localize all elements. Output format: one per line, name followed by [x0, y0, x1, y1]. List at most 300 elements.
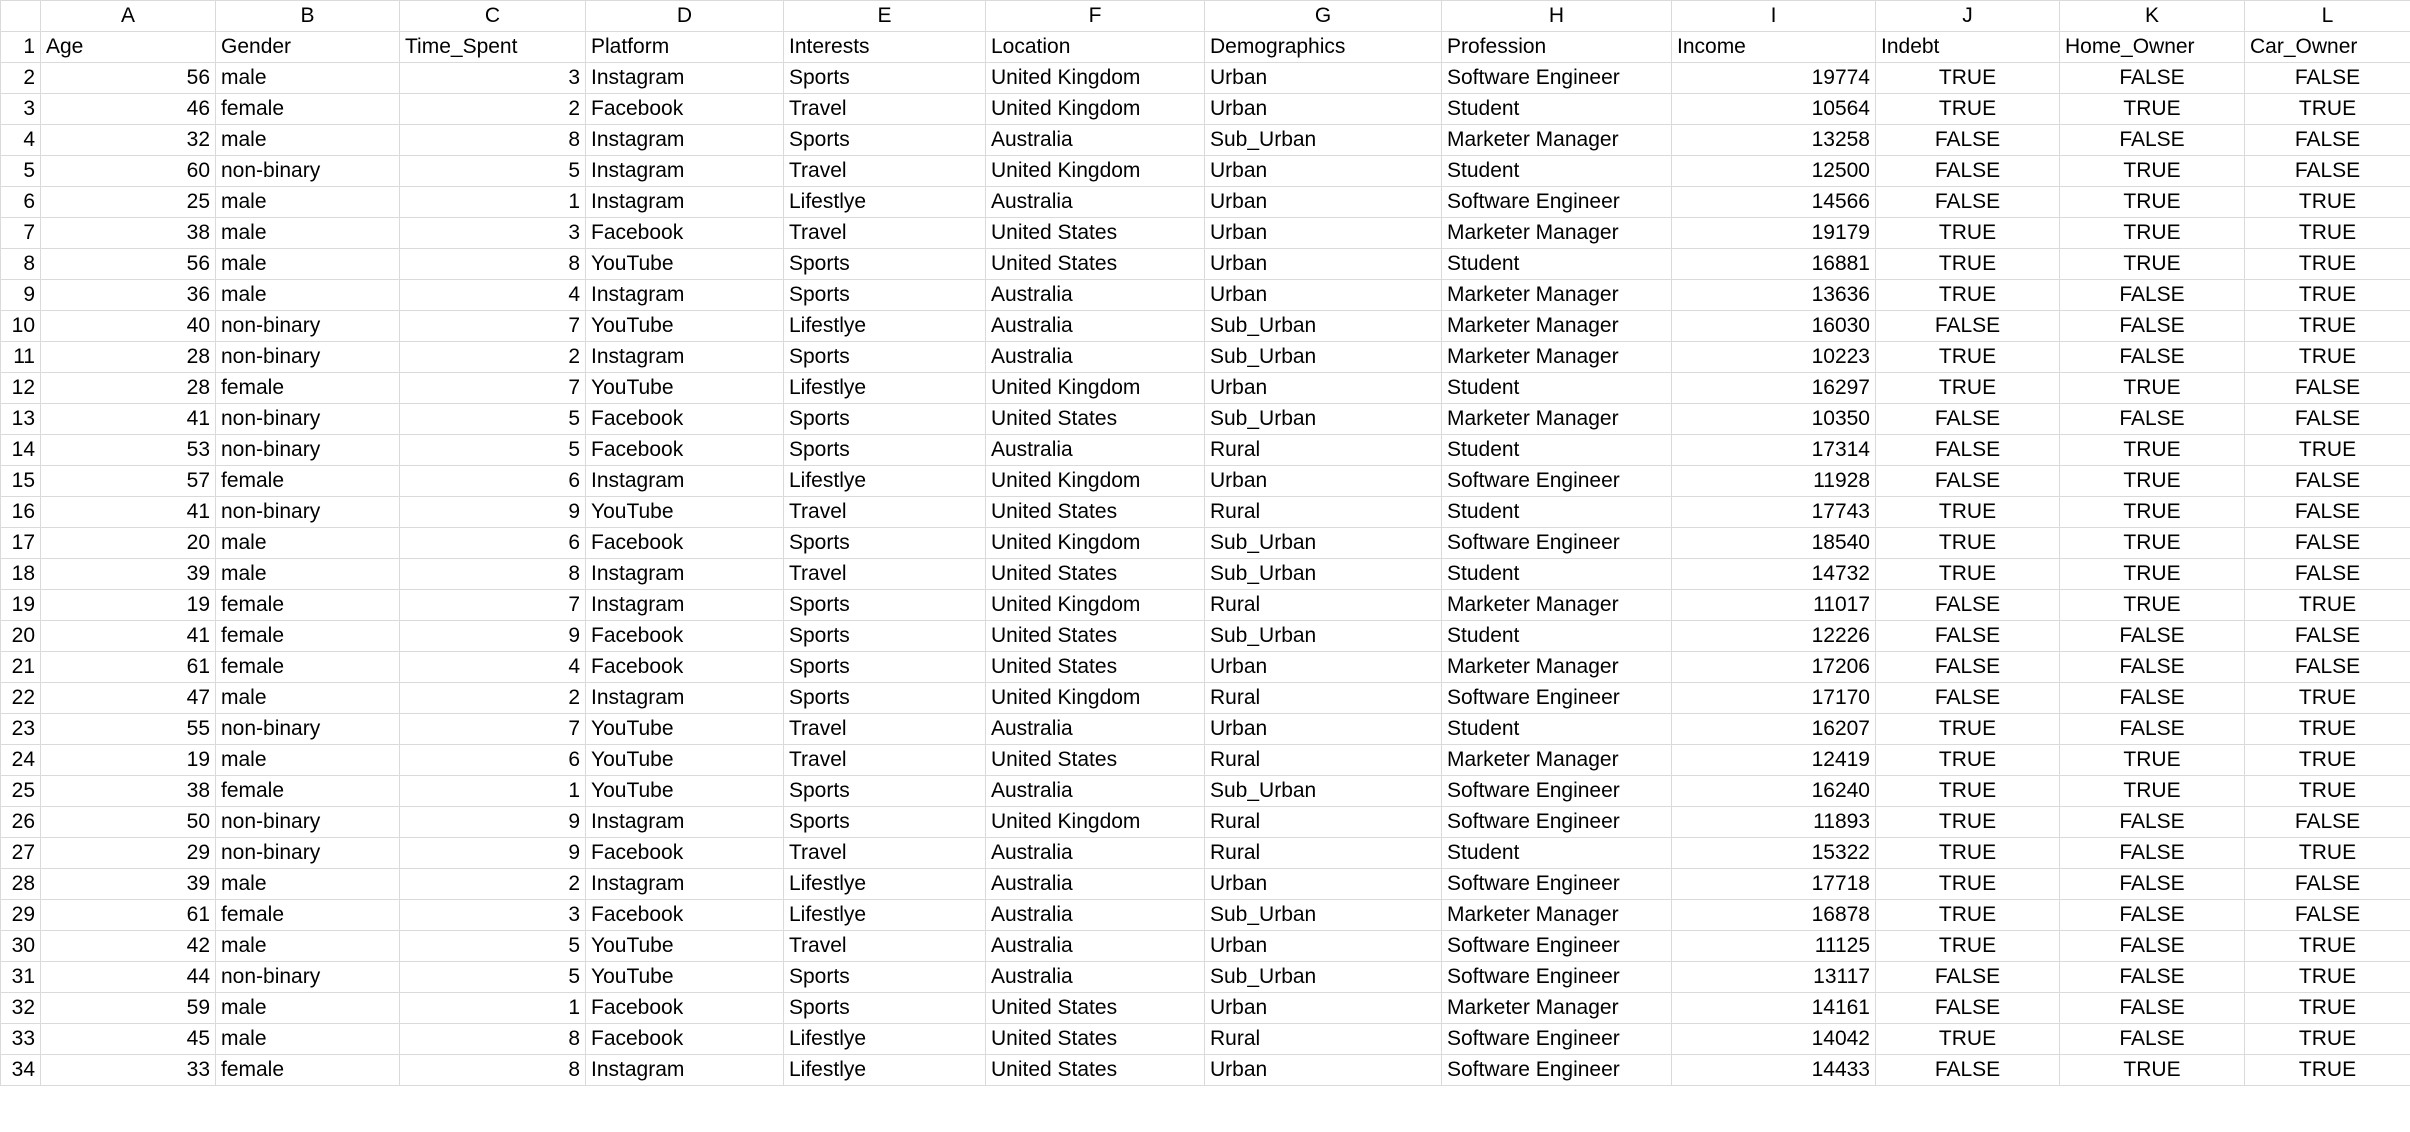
cell[interactable]: 17314	[1672, 435, 1876, 466]
row-header[interactable]: 25	[1, 776, 41, 807]
column-header-k[interactable]: K	[2060, 1, 2245, 32]
cell[interactable]: Urban	[1205, 993, 1442, 1024]
cell[interactable]: 17206	[1672, 652, 1876, 683]
cell[interactable]: Marketer Manager	[1442, 652, 1672, 683]
cell[interactable]: male	[216, 683, 400, 714]
cell[interactable]: Travel	[784, 559, 986, 590]
cell[interactable]: Urban	[1205, 714, 1442, 745]
cell[interactable]: 8	[400, 249, 586, 280]
cell[interactable]: YouTube	[586, 962, 784, 993]
cell[interactable]: Australia	[986, 838, 1205, 869]
cell[interactable]: Instagram	[586, 280, 784, 311]
cell[interactable]: Student	[1442, 497, 1672, 528]
cell[interactable]: Instagram	[586, 869, 784, 900]
cell[interactable]: 9	[400, 497, 586, 528]
cell[interactable]: Sub_Urban	[1205, 311, 1442, 342]
cell[interactable]: TRUE	[1876, 869, 2060, 900]
cell[interactable]: Lifestlye	[784, 1024, 986, 1055]
cell[interactable]: TRUE	[2060, 156, 2245, 187]
cell[interactable]: TRUE	[1876, 342, 2060, 373]
cell[interactable]: Marketer Manager	[1442, 218, 1672, 249]
cell[interactable]: Student	[1442, 156, 1672, 187]
cell[interactable]: TRUE	[2245, 311, 2410, 342]
cell[interactable]: 3	[400, 218, 586, 249]
cell[interactable]: Sports	[784, 280, 986, 311]
cell[interactable]: Lifestlye	[784, 311, 986, 342]
cell[interactable]: 1	[400, 776, 586, 807]
cell[interactable]: Australia	[986, 869, 1205, 900]
cell[interactable]: 28	[41, 342, 216, 373]
header-cell[interactable]: Profession	[1442, 32, 1672, 63]
cell[interactable]: YouTube	[586, 249, 784, 280]
cell[interactable]: TRUE	[2060, 590, 2245, 621]
cell[interactable]: female	[216, 776, 400, 807]
cell[interactable]: FALSE	[2245, 373, 2410, 404]
cell[interactable]: 5	[400, 931, 586, 962]
cell[interactable]: Sports	[784, 683, 986, 714]
cell[interactable]: non-binary	[216, 838, 400, 869]
cell[interactable]: Student	[1442, 838, 1672, 869]
cell[interactable]: 6	[400, 528, 586, 559]
cell[interactable]: Urban	[1205, 187, 1442, 218]
row-header[interactable]: 16	[1, 497, 41, 528]
header-cell[interactable]: Indebt	[1876, 32, 2060, 63]
cell[interactable]: FALSE	[2245, 652, 2410, 683]
cell[interactable]: FALSE	[2060, 652, 2245, 683]
cell[interactable]: TRUE	[1876, 528, 2060, 559]
cell[interactable]: Rural	[1205, 807, 1442, 838]
header-cell[interactable]: Platform	[586, 32, 784, 63]
cell[interactable]: FALSE	[2060, 807, 2245, 838]
cell[interactable]: 61	[41, 900, 216, 931]
cell[interactable]: United States	[986, 497, 1205, 528]
cell[interactable]: Software Engineer	[1442, 1055, 1672, 1086]
cell[interactable]: Urban	[1205, 218, 1442, 249]
row-header[interactable]: 17	[1, 528, 41, 559]
cell[interactable]: FALSE	[1876, 621, 2060, 652]
cell[interactable]: TRUE	[1876, 714, 2060, 745]
cell[interactable]: Facebook	[586, 993, 784, 1024]
cell[interactable]: FALSE	[1876, 683, 2060, 714]
cell[interactable]: TRUE	[1876, 497, 2060, 528]
cell[interactable]: United States	[986, 249, 1205, 280]
row-header[interactable]: 14	[1, 435, 41, 466]
cell[interactable]: Lifestlye	[784, 869, 986, 900]
cell[interactable]: Travel	[784, 497, 986, 528]
row-header[interactable]: 24	[1, 745, 41, 776]
select-all-corner[interactable]	[1, 1, 41, 32]
cell[interactable]: Marketer Manager	[1442, 590, 1672, 621]
header-cell[interactable]: Time_Spent	[400, 32, 586, 63]
cell[interactable]: Sports	[784, 993, 986, 1024]
cell[interactable]: TRUE	[2245, 1055, 2410, 1086]
cell[interactable]: FALSE	[2245, 156, 2410, 187]
cell[interactable]: FALSE	[2245, 869, 2410, 900]
cell[interactable]: 13636	[1672, 280, 1876, 311]
cell[interactable]: Rural	[1205, 745, 1442, 776]
cell[interactable]: 6	[400, 745, 586, 776]
cell[interactable]: TRUE	[2060, 497, 2245, 528]
cell[interactable]: Software Engineer	[1442, 528, 1672, 559]
cell[interactable]: 11125	[1672, 931, 1876, 962]
cell[interactable]: FALSE	[2245, 63, 2410, 94]
cell[interactable]: Software Engineer	[1442, 1024, 1672, 1055]
cell[interactable]: TRUE	[2245, 745, 2410, 776]
cell[interactable]: 16297	[1672, 373, 1876, 404]
row-header[interactable]: 2	[1, 63, 41, 94]
row-header[interactable]: 15	[1, 466, 41, 497]
row-header[interactable]: 3	[1, 94, 41, 125]
cell[interactable]: 2	[400, 683, 586, 714]
cell[interactable]: Travel	[784, 838, 986, 869]
cell[interactable]: TRUE	[2245, 993, 2410, 1024]
cell[interactable]: 17718	[1672, 869, 1876, 900]
cell[interactable]: TRUE	[2245, 187, 2410, 218]
cell[interactable]: 14161	[1672, 993, 1876, 1024]
cell[interactable]: Instagram	[586, 63, 784, 94]
column-header-l[interactable]: L	[2245, 1, 2410, 32]
cell[interactable]: non-binary	[216, 962, 400, 993]
cell[interactable]: YouTube	[586, 714, 784, 745]
cell[interactable]: 2	[400, 94, 586, 125]
cell[interactable]: TRUE	[2060, 466, 2245, 497]
row-header[interactable]: 20	[1, 621, 41, 652]
cell[interactable]: United States	[986, 1024, 1205, 1055]
cell[interactable]: TRUE	[1876, 63, 2060, 94]
column-header-g[interactable]: G	[1205, 1, 1442, 32]
cell[interactable]: Software Engineer	[1442, 962, 1672, 993]
cell[interactable]: TRUE	[2060, 373, 2245, 404]
cell[interactable]: male	[216, 218, 400, 249]
cell[interactable]: male	[216, 559, 400, 590]
cell[interactable]: 9	[400, 838, 586, 869]
cell[interactable]: FALSE	[2060, 683, 2245, 714]
cell[interactable]: FALSE	[2245, 559, 2410, 590]
cell[interactable]: TRUE	[2245, 683, 2410, 714]
cell[interactable]: 10350	[1672, 404, 1876, 435]
cell[interactable]: United Kingdom	[986, 63, 1205, 94]
cell[interactable]: Student	[1442, 94, 1672, 125]
column-header-a[interactable]: A	[41, 1, 216, 32]
cell[interactable]: Urban	[1205, 249, 1442, 280]
cell[interactable]: FALSE	[2060, 869, 2245, 900]
cell[interactable]: 33	[41, 1055, 216, 1086]
column-header-i[interactable]: I	[1672, 1, 1876, 32]
cell[interactable]: male	[216, 280, 400, 311]
cell[interactable]: Australia	[986, 125, 1205, 156]
cell[interactable]: Australia	[986, 714, 1205, 745]
cell[interactable]: 16207	[1672, 714, 1876, 745]
cell[interactable]: Australia	[986, 187, 1205, 218]
row-header[interactable]: 4	[1, 125, 41, 156]
cell[interactable]: Travel	[784, 94, 986, 125]
cell[interactable]: FALSE	[2060, 404, 2245, 435]
cell[interactable]: Facebook	[586, 94, 784, 125]
cell[interactable]: FALSE	[1876, 466, 2060, 497]
cell[interactable]: Urban	[1205, 373, 1442, 404]
cell[interactable]: FALSE	[2060, 900, 2245, 931]
cell[interactable]: 55	[41, 714, 216, 745]
row-header[interactable]: 21	[1, 652, 41, 683]
cell[interactable]: non-binary	[216, 342, 400, 373]
cell[interactable]: FALSE	[1876, 125, 2060, 156]
cell[interactable]: FALSE	[2245, 497, 2410, 528]
cell[interactable]: Instagram	[586, 466, 784, 497]
cell[interactable]: male	[216, 63, 400, 94]
cell[interactable]: male	[216, 993, 400, 1024]
cell[interactable]: 5	[400, 962, 586, 993]
cell[interactable]: 19774	[1672, 63, 1876, 94]
cell[interactable]: non-binary	[216, 714, 400, 745]
cell[interactable]: Travel	[784, 931, 986, 962]
cell[interactable]: Travel	[784, 218, 986, 249]
cell[interactable]: female	[216, 466, 400, 497]
cell[interactable]: Marketer Manager	[1442, 900, 1672, 931]
header-cell[interactable]: Age	[41, 32, 216, 63]
cell[interactable]: Australia	[986, 776, 1205, 807]
row-header[interactable]: 12	[1, 373, 41, 404]
cell[interactable]: Sub_Urban	[1205, 125, 1442, 156]
cell[interactable]: TRUE	[2060, 559, 2245, 590]
cell[interactable]: Student	[1442, 621, 1672, 652]
cell[interactable]: Sports	[784, 962, 986, 993]
cell[interactable]: FALSE	[1876, 590, 2060, 621]
cell[interactable]: FALSE	[1876, 652, 2060, 683]
cell[interactable]: TRUE	[1876, 559, 2060, 590]
cell[interactable]: Sports	[784, 528, 986, 559]
cell[interactable]: female	[216, 621, 400, 652]
row-header[interactable]: 9	[1, 280, 41, 311]
cell[interactable]: FALSE	[2245, 621, 2410, 652]
cell[interactable]: Sports	[784, 807, 986, 838]
header-cell[interactable]: Location	[986, 32, 1205, 63]
row-header[interactable]: 5	[1, 156, 41, 187]
cell[interactable]: TRUE	[2245, 776, 2410, 807]
cell[interactable]: 57	[41, 466, 216, 497]
cell[interactable]: Urban	[1205, 156, 1442, 187]
cell[interactable]: United States	[986, 652, 1205, 683]
cell[interactable]: 41	[41, 621, 216, 652]
cell[interactable]: 12419	[1672, 745, 1876, 776]
cell[interactable]: Instagram	[586, 683, 784, 714]
cell[interactable]: United States	[986, 1055, 1205, 1086]
cell[interactable]: 1	[400, 993, 586, 1024]
cell[interactable]: YouTube	[586, 931, 784, 962]
cell[interactable]: male	[216, 187, 400, 218]
cell[interactable]: TRUE	[2060, 435, 2245, 466]
cell[interactable]: TRUE	[2060, 745, 2245, 776]
cell[interactable]: 7	[400, 311, 586, 342]
cell[interactable]: Facebook	[586, 218, 784, 249]
cell[interactable]: United States	[986, 559, 1205, 590]
cell[interactable]: FALSE	[1876, 993, 2060, 1024]
cell[interactable]: Instagram	[586, 156, 784, 187]
row-header[interactable]: 32	[1, 993, 41, 1024]
cell[interactable]: FALSE	[2245, 125, 2410, 156]
cell[interactable]: Lifestlye	[784, 900, 986, 931]
cell[interactable]: TRUE	[2245, 435, 2410, 466]
row-header[interactable]: 27	[1, 838, 41, 869]
cell[interactable]: Urban	[1205, 931, 1442, 962]
header-cell[interactable]: Car_Owner	[2245, 32, 2410, 63]
cell[interactable]: Software Engineer	[1442, 63, 1672, 94]
cell[interactable]: Facebook	[586, 435, 784, 466]
cell[interactable]: FALSE	[2060, 125, 2245, 156]
cell[interactable]: Urban	[1205, 280, 1442, 311]
cell[interactable]: 10564	[1672, 94, 1876, 125]
cell[interactable]: TRUE	[1876, 900, 2060, 931]
cell[interactable]: TRUE	[2060, 187, 2245, 218]
header-cell[interactable]: Income	[1672, 32, 1876, 63]
cell[interactable]: Lifestlye	[784, 466, 986, 497]
cell[interactable]: YouTube	[586, 776, 784, 807]
cell[interactable]: TRUE	[2245, 931, 2410, 962]
cell[interactable]: Software Engineer	[1442, 776, 1672, 807]
cell[interactable]: TRUE	[2060, 218, 2245, 249]
cell[interactable]: United States	[986, 218, 1205, 249]
cell[interactable]: Sub_Urban	[1205, 962, 1442, 993]
cell[interactable]: Sub_Urban	[1205, 900, 1442, 931]
row-header[interactable]: 29	[1, 900, 41, 931]
cell[interactable]: Sub_Urban	[1205, 528, 1442, 559]
cell[interactable]: FALSE	[2060, 1024, 2245, 1055]
cell[interactable]: Marketer Manager	[1442, 993, 1672, 1024]
cell[interactable]: United States	[986, 621, 1205, 652]
cell[interactable]: 11893	[1672, 807, 1876, 838]
row-header[interactable]: 26	[1, 807, 41, 838]
cell[interactable]: Instagram	[586, 807, 784, 838]
cell[interactable]: 14566	[1672, 187, 1876, 218]
cell[interactable]: TRUE	[1876, 280, 2060, 311]
cell[interactable]: 44	[41, 962, 216, 993]
cell[interactable]: female	[216, 1055, 400, 1086]
cell[interactable]: Lifestlye	[784, 1055, 986, 1086]
cell[interactable]: Australia	[986, 900, 1205, 931]
cell[interactable]: 36	[41, 280, 216, 311]
header-cell[interactable]: Home_Owner	[2060, 32, 2245, 63]
cell[interactable]: Urban	[1205, 652, 1442, 683]
cell[interactable]: male	[216, 931, 400, 962]
row-header[interactable]: 22	[1, 683, 41, 714]
cell[interactable]: United Kingdom	[986, 94, 1205, 125]
cell[interactable]: 13258	[1672, 125, 1876, 156]
cell[interactable]: United Kingdom	[986, 807, 1205, 838]
cell[interactable]: Australia	[986, 962, 1205, 993]
cell[interactable]: 38	[41, 776, 216, 807]
cell[interactable]: Australia	[986, 931, 1205, 962]
row-header[interactable]: 7	[1, 218, 41, 249]
cell[interactable]: TRUE	[2245, 249, 2410, 280]
cell[interactable]: Australia	[986, 280, 1205, 311]
cell[interactable]: female	[216, 373, 400, 404]
cell[interactable]: 5	[400, 404, 586, 435]
cell[interactable]: Student	[1442, 249, 1672, 280]
column-header-f[interactable]: F	[986, 1, 1205, 32]
cell[interactable]: 59	[41, 993, 216, 1024]
cell[interactable]: TRUE	[2245, 838, 2410, 869]
cell[interactable]: 56	[41, 63, 216, 94]
cell[interactable]: 60	[41, 156, 216, 187]
cell[interactable]: Software Engineer	[1442, 869, 1672, 900]
row-header[interactable]: 18	[1, 559, 41, 590]
cell[interactable]: 7	[400, 373, 586, 404]
cell[interactable]: TRUE	[1876, 249, 2060, 280]
cell[interactable]: YouTube	[586, 497, 784, 528]
cell[interactable]: Rural	[1205, 435, 1442, 466]
cell[interactable]: 8	[400, 125, 586, 156]
cell[interactable]: Student	[1442, 714, 1672, 745]
column-header-j[interactable]: J	[1876, 1, 2060, 32]
cell[interactable]: 3	[400, 63, 586, 94]
header-cell[interactable]: Interests	[784, 32, 986, 63]
cell[interactable]: 11017	[1672, 590, 1876, 621]
cell[interactable]: TRUE	[2245, 714, 2410, 745]
cell[interactable]: male	[216, 125, 400, 156]
cell[interactable]: Travel	[784, 714, 986, 745]
cell[interactable]: Sports	[784, 776, 986, 807]
cell[interactable]: 14042	[1672, 1024, 1876, 1055]
cell[interactable]: Instagram	[586, 1055, 784, 1086]
cell[interactable]: FALSE	[2060, 993, 2245, 1024]
cell[interactable]: 53	[41, 435, 216, 466]
cell[interactable]: 9	[400, 621, 586, 652]
cell[interactable]: United Kingdom	[986, 466, 1205, 497]
cell[interactable]: TRUE	[2060, 94, 2245, 125]
column-header-c[interactable]: C	[400, 1, 586, 32]
cell[interactable]: TRUE	[1876, 94, 2060, 125]
column-header-h[interactable]: H	[1442, 1, 1672, 32]
cell[interactable]: Software Engineer	[1442, 466, 1672, 497]
row-header[interactable]: 6	[1, 187, 41, 218]
cell[interactable]: Facebook	[586, 404, 784, 435]
cell[interactable]: FALSE	[2060, 621, 2245, 652]
cell[interactable]: 16030	[1672, 311, 1876, 342]
cell[interactable]: TRUE	[2245, 94, 2410, 125]
cell[interactable]: Marketer Manager	[1442, 280, 1672, 311]
cell[interactable]: 39	[41, 559, 216, 590]
cell[interactable]: YouTube	[586, 311, 784, 342]
row-header[interactable]: 30	[1, 931, 41, 962]
cell[interactable]: TRUE	[1876, 745, 2060, 776]
cell[interactable]: male	[216, 745, 400, 776]
cell[interactable]: 17743	[1672, 497, 1876, 528]
cell[interactable]: Rural	[1205, 1024, 1442, 1055]
row-header[interactable]: 19	[1, 590, 41, 621]
cell[interactable]: male	[216, 869, 400, 900]
cell[interactable]: Urban	[1205, 466, 1442, 497]
cell[interactable]: TRUE	[2245, 962, 2410, 993]
cell[interactable]: FALSE	[2245, 528, 2410, 559]
cell[interactable]: Student	[1442, 373, 1672, 404]
cell[interactable]: Rural	[1205, 838, 1442, 869]
cell[interactable]: TRUE	[1876, 373, 2060, 404]
cell[interactable]: 32	[41, 125, 216, 156]
cell[interactable]: Sub_Urban	[1205, 621, 1442, 652]
cell[interactable]: FALSE	[2245, 900, 2410, 931]
row-header[interactable]: 28	[1, 869, 41, 900]
cell[interactable]: Instagram	[586, 559, 784, 590]
cell[interactable]: Software Engineer	[1442, 683, 1672, 714]
cell[interactable]: United Kingdom	[986, 156, 1205, 187]
cell[interactable]: 40	[41, 311, 216, 342]
cell[interactable]: non-binary	[216, 311, 400, 342]
cell[interactable]: Sub_Urban	[1205, 559, 1442, 590]
row-header[interactable]: 34	[1, 1055, 41, 1086]
row-header[interactable]: 11	[1, 342, 41, 373]
cell[interactable]: FALSE	[1876, 187, 2060, 218]
cell[interactable]: 19179	[1672, 218, 1876, 249]
header-cell[interactable]: Gender	[216, 32, 400, 63]
